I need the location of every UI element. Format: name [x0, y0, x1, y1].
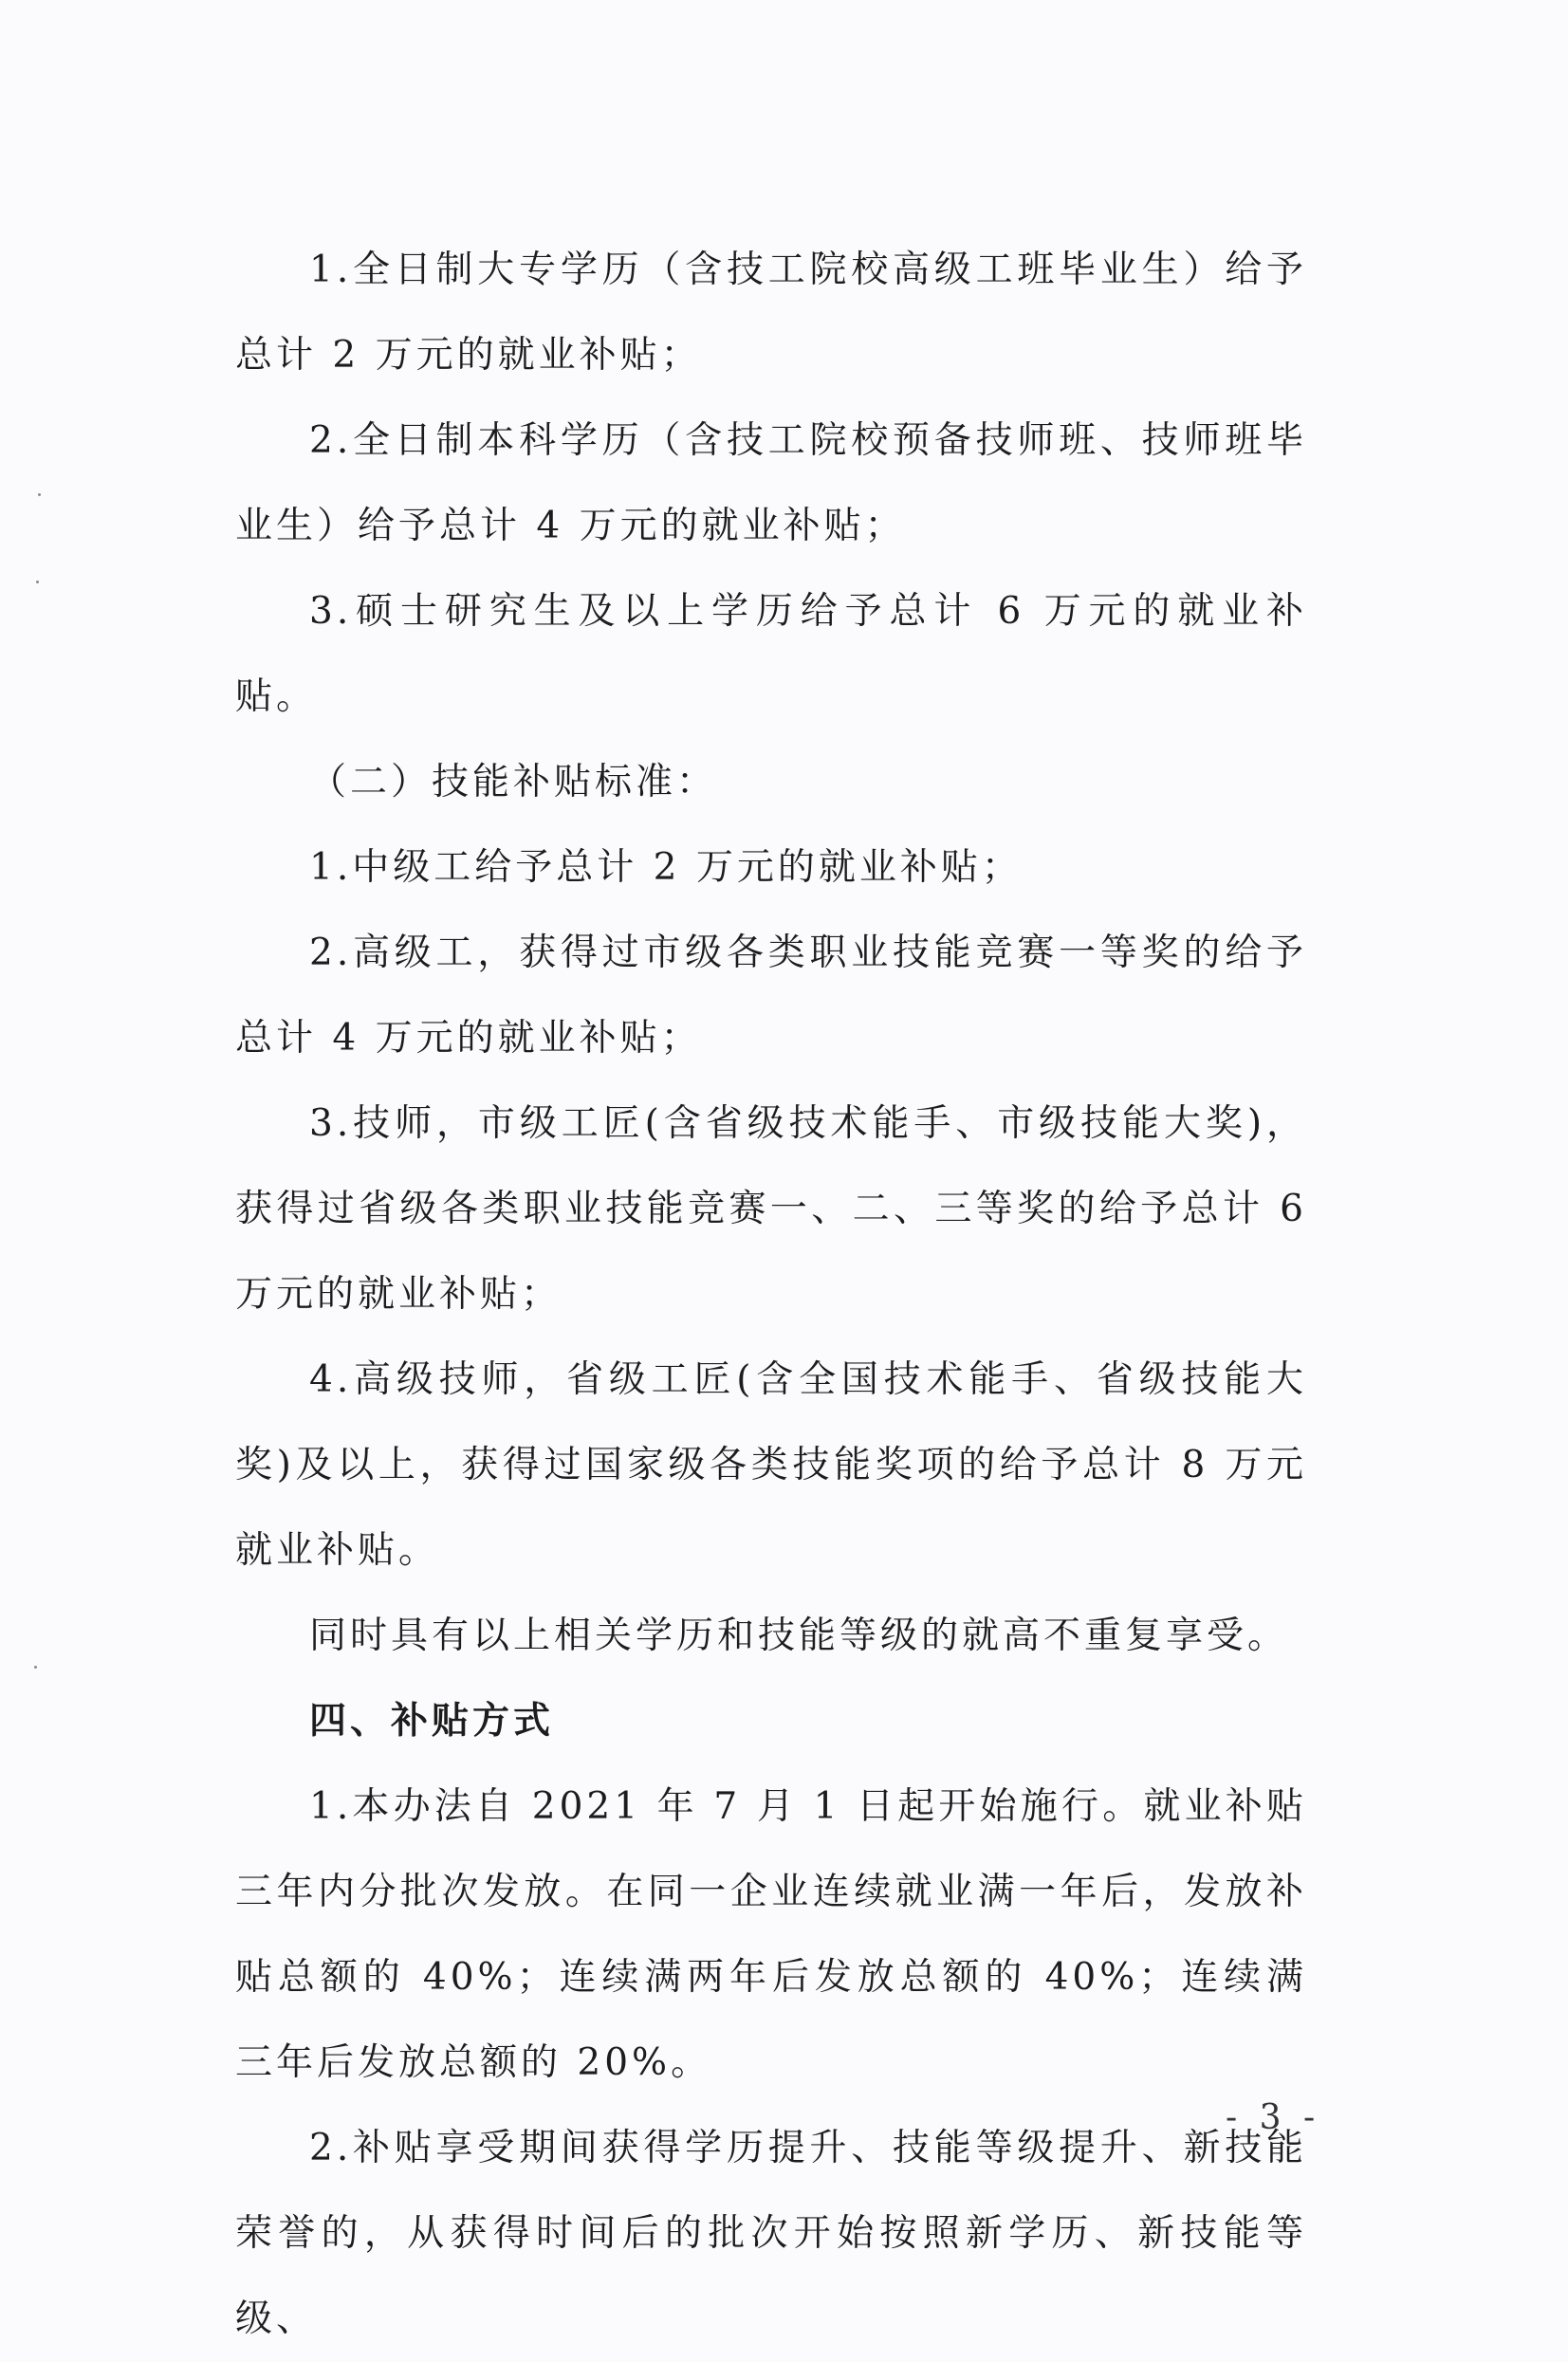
paragraph-1: 1.全日制大专学历（含技工院校高级工班毕业生）给予总计 2 万元的就业补贴； [235, 249, 1307, 377]
paragraph-6: 2.高级工，获得过市级各类职业技能竞赛一等奖的给予总计 4 万元的就业补贴； [235, 932, 1307, 1060]
page-number: - 3 - [1226, 2098, 1321, 2137]
scan-speck [38, 493, 41, 496]
paragraph-3: 3.硕士研究生及以上学历给予总计 6 万元的就业补贴。 [235, 590, 1307, 718]
document-body [235, 228, 1307, 2362]
paragraph-7: 3.技师，市级工匠(含省级技术能手、市级技能大奖)，获得过省级各类职业技能竞赛一、二、三等奖的给予总计 6 万元的就业补贴； [235, 1102, 1307, 1316]
paragraph-12: 2.补贴享受期间获得学历提升、技能等级提升、新技能荣誉的，从获得时间后的批次开始按照新学历、新技能等级、 [235, 2127, 1307, 2340]
scan-speck [34, 1666, 37, 1669]
paragraph-11: 1.本办法自 2021 年 7 月 1 日起开始施行。就业补贴三年内分批次发放。在同一企业连续就业满一年后，发放补贴总额的 40%；连续满两年后发放总额的 40%；连续满三年后发放总额的 20%。 [235, 1785, 1307, 2084]
section-heading-subsidy-method: 四、补贴方式 [309, 1700, 555, 1743]
paragraph-9: 同时具有以上相关学历和技能等级的就高不重复享受。 [309, 1615, 1289, 1657]
paragraph-5: 1.中级工给予总计 2 万元的就业补贴； [309, 846, 1023, 889]
paragraph-8: 4.高级技师，省级工匠(含全国技术能手、省级技能大奖)及以上，获得过国家级各类技能奖项的给予总计 8 万元就业补贴。 [235, 1358, 1307, 1572]
paragraph-2: 2.全日制本科学历（含技工院校预备技师班、技师班毕业生）给予总计 4 万元的就业补贴； [235, 419, 1307, 547]
subheading-skill-subsidy: （二）技能补贴标准： [309, 761, 718, 803]
scan-speck [36, 581, 39, 583]
